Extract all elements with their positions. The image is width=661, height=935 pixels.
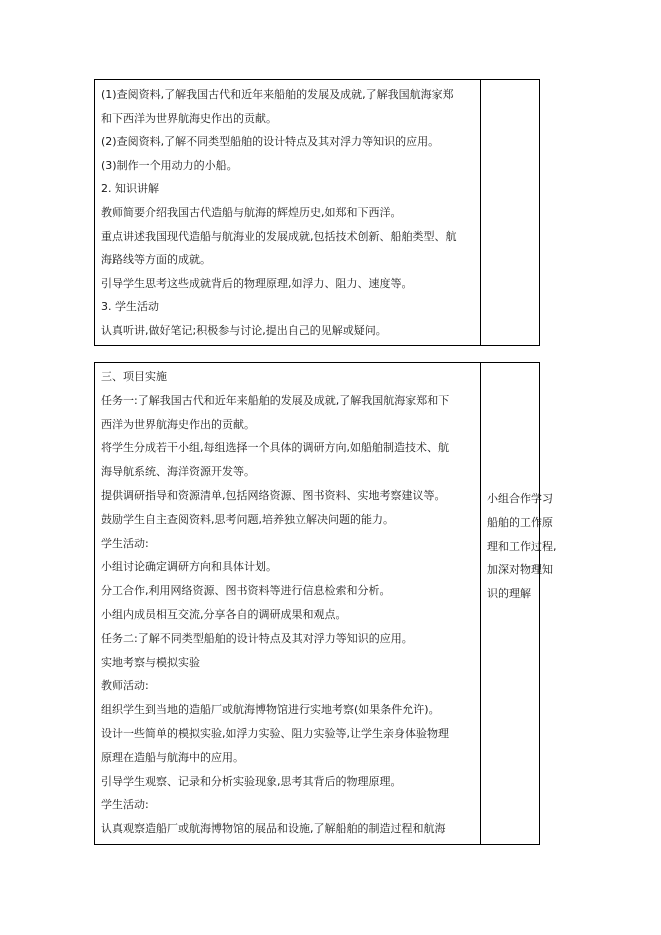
section-heading: 2. 知识讲解	[101, 182, 159, 196]
text-line: 任务一:了解我国古代和近年来船舶的发展及成就,了解我国航海家郑和下	[101, 393, 450, 407]
text-line: 小组讨论确定调研方向和具体计划。	[101, 560, 277, 574]
text-line: 教师简要介绍我国古代造船与航海的辉煌历史,如郑和下西洋。	[101, 205, 402, 219]
side-note-line: 理和工作过程,	[487, 539, 557, 553]
text-line: 实地考察与模拟实验	[101, 655, 200, 669]
text-line: 学生活动:	[101, 798, 149, 812]
text-line: (1)查阅资料,了解我国古代和近年来船舶的发展及成就,了解我国航海家郑	[101, 88, 454, 101]
side-note-line: 识的理解	[487, 587, 531, 601]
text-line: 海路线等方面的成就。	[101, 253, 211, 267]
table1-side-cell	[480, 80, 539, 345]
text-line: 设计一些简单的模拟实验,如浮力实验、阻力实验等,让学生亲身体验物理	[101, 726, 449, 740]
text-line: 西洋为世界航海史作出的贡献。	[101, 417, 255, 431]
text-line: (2)查阅资料,了解不同类型船舶的设计特点及其对浮力等知识的应用。	[101, 135, 440, 149]
text-line: 任务二:了解不同类型船舶的设计特点及其对浮力等知识的应用。	[101, 631, 413, 645]
text-line: 原理在造船与航海中的应用。	[101, 750, 244, 764]
side-note-line: 加深对物理知	[487, 563, 553, 577]
text-line: 引导学生思考这些成就背后的物理原理,如浮力、阻力、速度等。	[101, 276, 413, 290]
text-line: 组织学生到当地的造船厂或航海博物馆进行实地考察(如果条件允许)。	[101, 703, 440, 717]
text-line: 鼓励学生自主查阅资料,思考问题,培养独立解决问题的能力。	[101, 512, 394, 526]
text-line: (3)制作一个用动力的小船。	[101, 158, 238, 172]
side-note	[487, 487, 557, 606]
table1-content-cell	[95, 80, 481, 345]
lesson-table-1	[94, 79, 540, 346]
section-heading: 3. 学生活动	[101, 300, 159, 314]
table2-content-cell	[95, 363, 481, 844]
side-note-line: 船舶的工作原	[487, 515, 553, 529]
text-line: 认真听讲,做好笔记;积极参与讨论,提出自己的见解或疑问。	[101, 323, 387, 337]
text-line: 教师活动:	[101, 679, 149, 693]
text-line: 认真观察造船厂或航海博物馆的展品和设施,了解船舶的制造过程和航海	[101, 822, 446, 836]
side-note-line: 小组合作学习	[487, 492, 553, 505]
text-line: 和下西洋为世界航海史作出的贡献。	[101, 111, 277, 125]
lesson-table-2	[94, 362, 557, 845]
text-line: 将学生分成若干小组,每组选择一个具体的调研方向,如船舶制造技术、航	[101, 441, 449, 455]
text-line: 小组内成员相互交流,分享各自的调研成果和观点。	[101, 607, 347, 621]
text-line: 提供调研指导和资源清单,包括网络资源、图书资料、实地考察建议等。	[101, 488, 446, 502]
text-line: 引导学生观察、记录和分析实验现象,思考其背后的物理原理。	[101, 774, 402, 788]
text-line: 分工合作,利用网络资源、图书资料等进行信息检索和分析。	[101, 584, 391, 598]
section-heading: 三、项目实施	[101, 370, 167, 383]
table2-side-cell	[480, 363, 557, 844]
text-line: 重点讲述我国现代造船与航海业的发展成就,包括技术创新、船舶类型、航	[101, 229, 457, 243]
text-line: 学生活动:	[101, 536, 149, 550]
text-line: 海导航系统、海洋资源开发等。	[101, 465, 255, 479]
